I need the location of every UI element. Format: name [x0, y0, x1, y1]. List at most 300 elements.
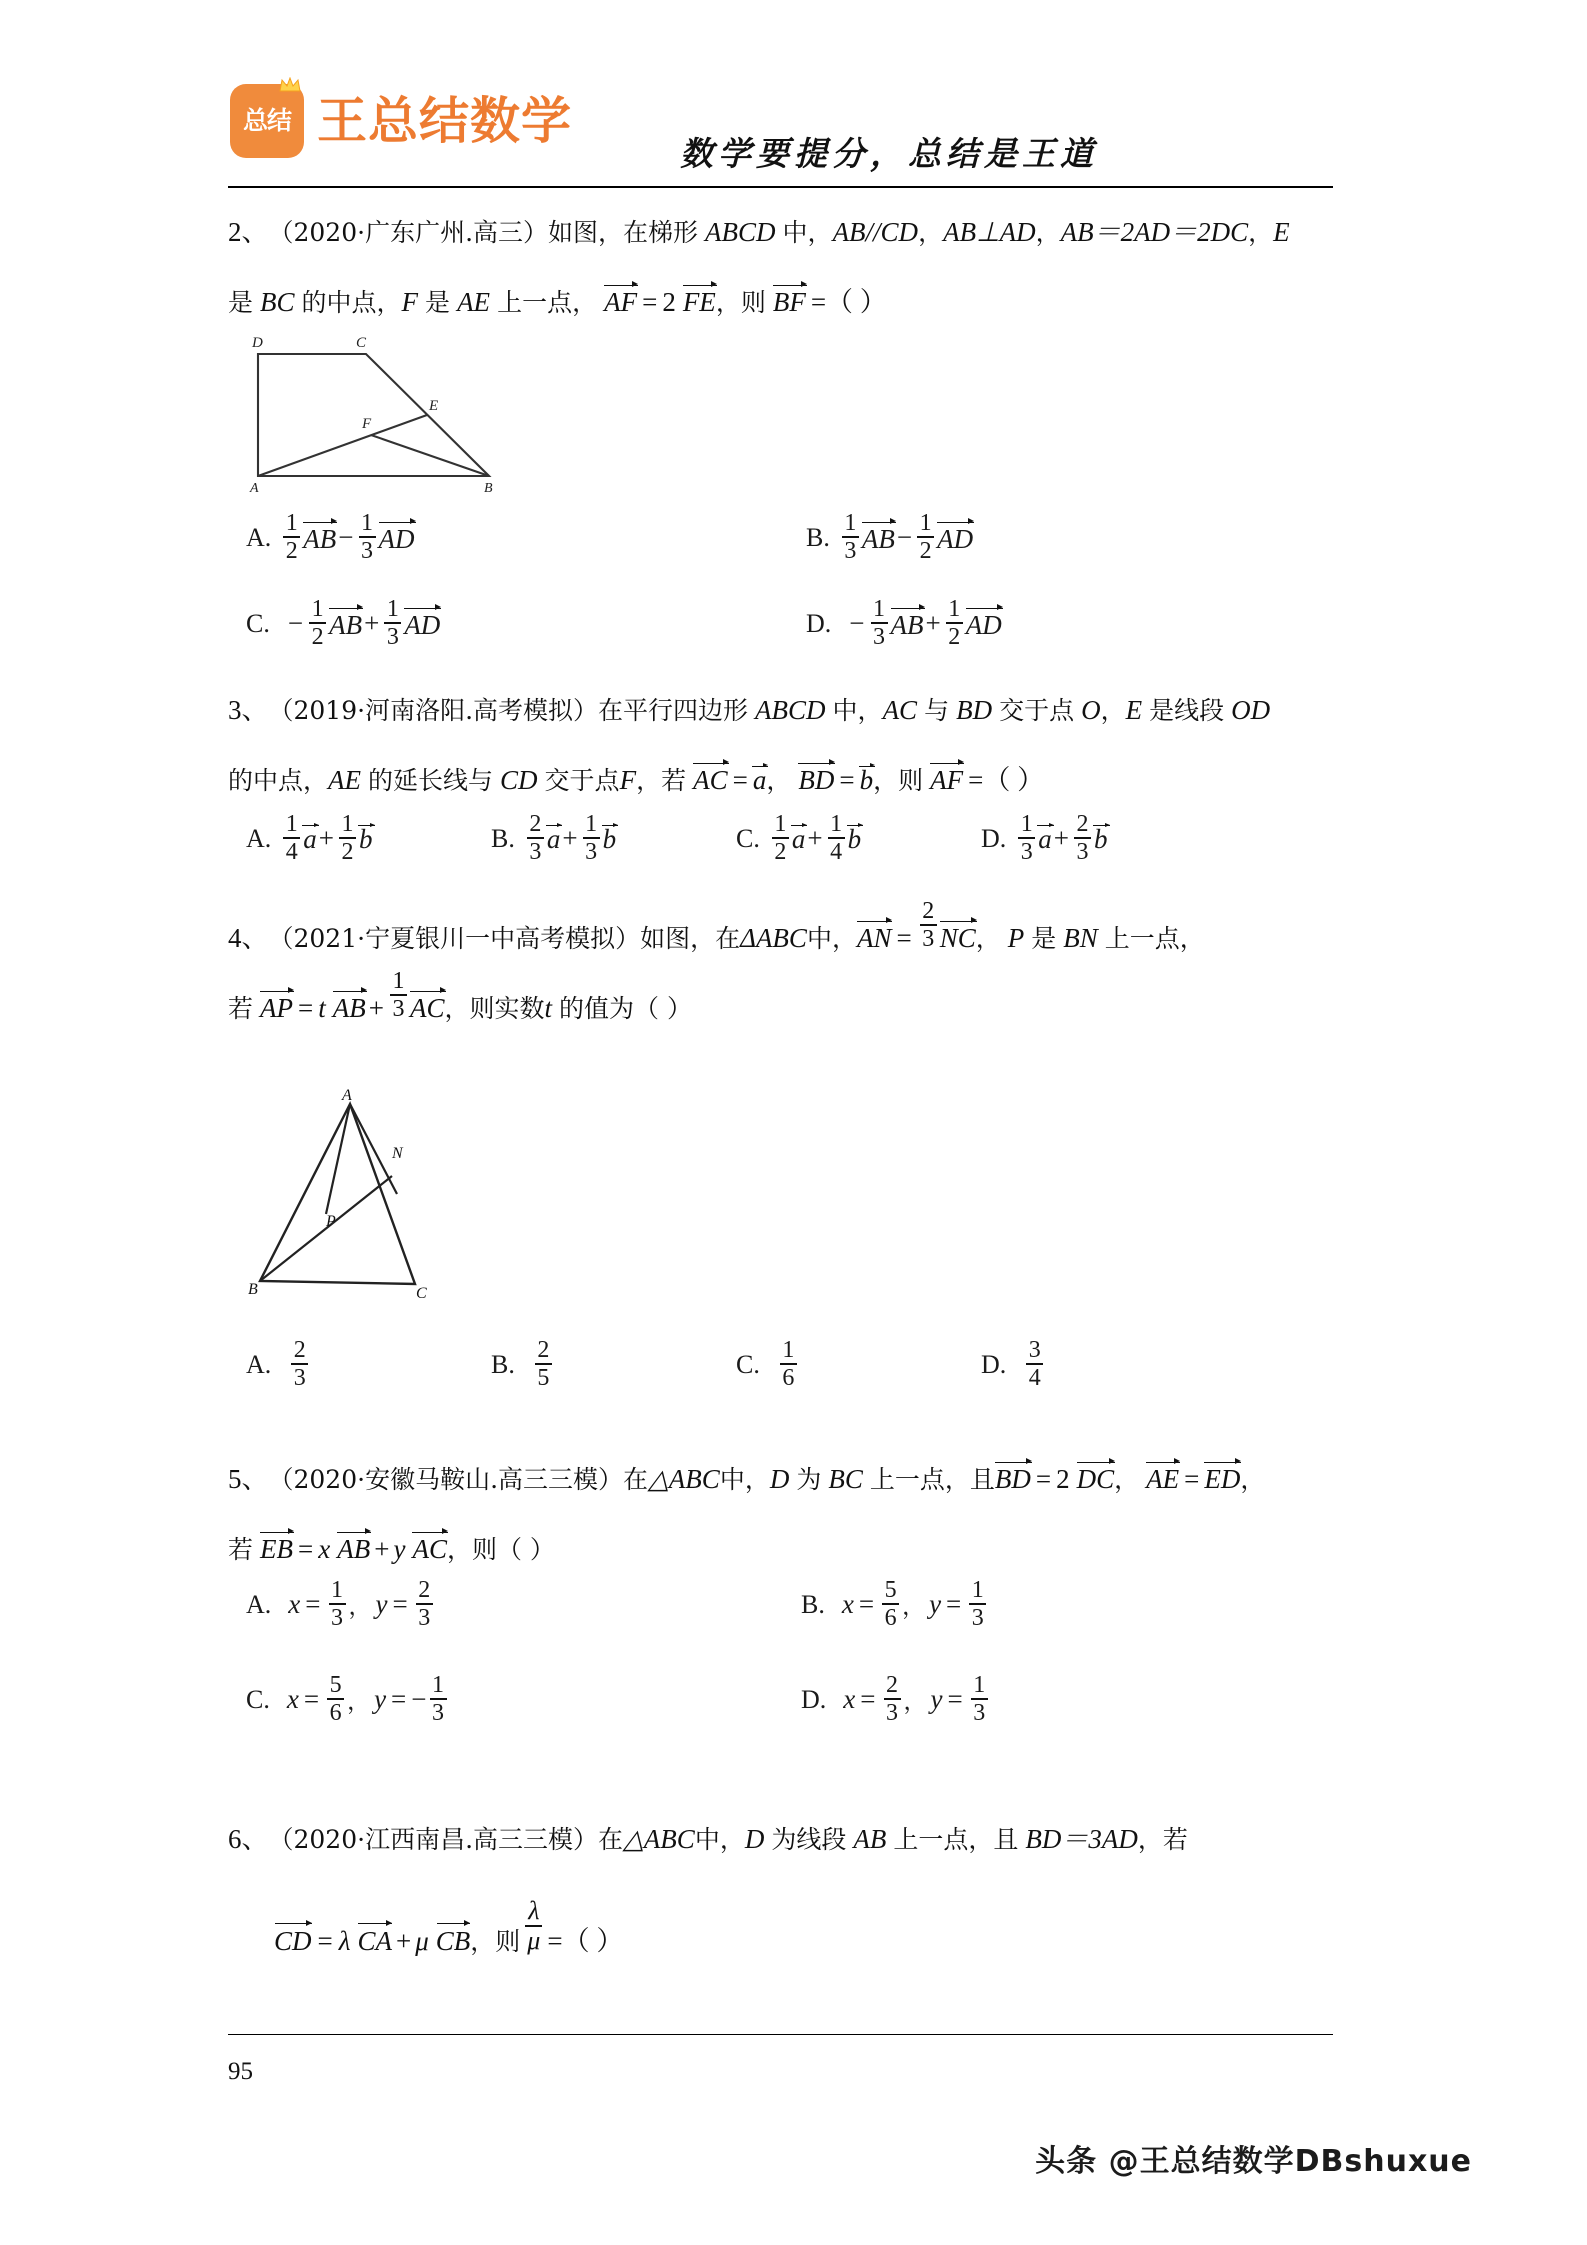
q5-vector-eb: EB [260, 1534, 294, 1564]
q4-vector-ac: AC [410, 993, 445, 1023]
q3-option-a-frac-2 [339, 812, 356, 864]
q3-option-d-label: D. [981, 823, 1007, 853]
q4-eq-frac [920, 899, 937, 951]
q3-option-d-frac-1 [1018, 812, 1035, 864]
q2-source: （2020·广东广州.高三） [268, 217, 549, 247]
q4-option-b-label: B. [491, 1349, 515, 1379]
q3-opt-d-d2: 3 [1076, 838, 1089, 865]
q3-option-b-frac-2 [583, 812, 600, 864]
q5-opt-c-xd: 6 [329, 1699, 342, 1726]
q5-opt-d-xn: 2 [886, 1672, 898, 1698]
q4-bn: BN [1063, 922, 1098, 953]
q3-option-b-vec-2: b [602, 824, 617, 855]
q5-vector-bd: BD [994, 1464, 1031, 1494]
q3-l1-f: 是线段 [1149, 695, 1225, 725]
q5-option-a-label: A. [246, 1589, 272, 1619]
q4-eq-rel: = [896, 922, 912, 953]
q5-vector-dc: DC [1076, 1464, 1115, 1494]
figure2-label-a: A [250, 481, 259, 495]
q6-l1-c: 为线段 [771, 1824, 847, 1854]
question-6 [228, 1811, 1358, 1955]
q4-source: （2021·宁夏银川一中高考模拟） [268, 923, 641, 953]
q5-opt-b-xd: 6 [884, 1604, 897, 1631]
q3-e: E [1125, 694, 1143, 725]
q2-option-c-label: C. [246, 608, 270, 638]
q3-option-d[interactable] [981, 813, 1108, 865]
q4-opt-c-den: 6 [782, 1364, 795, 1391]
header-divider [228, 186, 1333, 188]
q5-opt-c-xn: 5 [329, 1672, 342, 1698]
q3-opt-c-n1: 1 [774, 811, 787, 837]
trapezoid-diagram [236, 330, 506, 495]
q6-l1-e: ，若 [1137, 1824, 1188, 1854]
q5-option-c-label: C. [246, 1684, 270, 1714]
q3-source: （2019·河南洛阳.高考模拟） [268, 695, 599, 725]
q3-vector-b: b [859, 765, 874, 795]
question-2-line-2 [228, 274, 1348, 316]
q3-opt-a-n2: 1 [341, 811, 354, 837]
q5-opt-b-yd: 3 [971, 1604, 984, 1631]
q3-option-b-op: + [562, 823, 578, 854]
question-4 [228, 898, 1358, 1023]
q5-option-d-label: D. [801, 1684, 827, 1714]
q6-mu: μ [415, 1925, 429, 1956]
q2-option-c-frac-2 [384, 597, 401, 649]
q4-l1-b: 中， [806, 923, 857, 953]
q5-option-d[interactable]: D. x = $\frac{2}{3}$ ， y = $\frac{1}{3}$ [801, 1674, 991, 1726]
q3-l2-d: ，若 [636, 765, 687, 795]
q3-abcd: ABCD [755, 694, 826, 725]
q3-option-b[interactable] [491, 813, 736, 865]
q2-text-a: 如图，在梯形 [548, 217, 699, 247]
q4-l2-a: 若 [228, 993, 254, 1023]
question-5-options-row-1 [246, 1579, 1366, 1631]
q2-l2-ae: AE [457, 286, 491, 317]
q4-vector-ap: AP [260, 993, 294, 1023]
q2-option-c-sign: − [287, 608, 304, 639]
footer-divider [228, 2034, 1333, 2035]
q2-option-b-label: B. [806, 522, 830, 552]
q4-opt-a-num: 2 [293, 1337, 306, 1363]
q4-opt-d-den: 4 [1028, 1364, 1041, 1391]
q2-option-d-frac-2 [946, 597, 963, 649]
q2-opt-d-d2: 2 [948, 623, 961, 650]
triangle-diagram [240, 1086, 490, 1301]
q5-opt-b-xn: 5 [884, 1577, 897, 1603]
page-number: 95 [228, 2058, 253, 2085]
q2-opt-c-n2: 1 [386, 596, 399, 622]
q5-option-c[interactable]: C. x = $\frac{5}{6}$ ， y = − $\frac{1}{3}$ [246, 1674, 716, 1726]
q2-option-c-op: + [364, 608, 380, 639]
question-5-options-row-2 [246, 1674, 1366, 1726]
q5-opt-b-yn: 1 [971, 1577, 984, 1603]
q3-opt-c-d1: 2 [774, 838, 787, 865]
q4-opt-d-num: 3 [1028, 1337, 1041, 1363]
q4-opt-b-den: 5 [537, 1364, 550, 1391]
question-5 [228, 1451, 1358, 1563]
q4-option-d-frac [1026, 1338, 1043, 1390]
crown-icon [279, 77, 301, 93]
q5-option-b-label: B. [801, 1589, 825, 1619]
q4-opt-c-num: 1 [782, 1337, 795, 1363]
q2-option-d-vec-1: AB [890, 609, 924, 640]
q2-opt-b-d1: 3 [844, 537, 857, 564]
question-3-line-2: 的中点， AE 的延长线与 CD 交于点 F ，若 AC = a ， BD = b ，则 AF =（ ） [228, 764, 1045, 795]
q3-opt-d-n1: 1 [1020, 811, 1033, 837]
q2-cond-1: AB//CD [832, 216, 919, 247]
q2-option-a[interactable] [246, 512, 716, 564]
q2-option-a-op: − [338, 522, 354, 553]
q2-option-c-frac-1 [309, 597, 326, 649]
question-3 [228, 684, 1358, 794]
q6-triangle-abc: △ABC [623, 1823, 695, 1854]
q4-vector-nc: NC [939, 923, 976, 953]
q4-vector-an: AN [856, 923, 892, 953]
q5-l1-f: ， [1240, 1464, 1266, 1494]
q2-l2-bc: BC [260, 286, 295, 317]
q5-opt-d-yn: 1 [973, 1672, 986, 1698]
q3-opt-d-d1: 3 [1020, 838, 1033, 865]
q5-opt-a-xd: 3 [331, 1604, 343, 1631]
q3-option-c-label: C. [736, 823, 760, 853]
q3-l2-ae: AE [328, 764, 362, 795]
q3-l1-c: 与 [924, 695, 950, 725]
question-2-line-1: 2、 （2020·广东广州.高三） 如图，在梯形 ABCD 中， AB//CD ， AB⊥AD ， AB＝2AD＝2DC ， E [228, 216, 1290, 247]
q5-l1-a: 在 [623, 1464, 649, 1494]
watermark-credit: 头条 @王总结数学DBshuxue [1035, 2144, 1472, 2179]
q5-eq1-coef: 2 [1056, 1463, 1070, 1494]
q6-l2-then: ，则 [470, 1926, 521, 1956]
q2-vector-af: AF [604, 287, 638, 317]
q5-opt-a-yn: 2 [418, 1577, 431, 1603]
q4-option-a[interactable] [246, 1339, 491, 1391]
q5-eq2-rel: = [1184, 1463, 1200, 1494]
q4-l2-b: ，则实数 [444, 993, 545, 1023]
q3-opt-a-d1: 4 [285, 838, 298, 865]
q2-text-b: 中， [782, 217, 833, 247]
q2-cond-3: AB＝2AD＝2DC [1060, 216, 1249, 247]
figure2-label-e: E [429, 398, 439, 414]
q5-bc: BC [828, 1463, 863, 1494]
figure2-label-d: D [252, 335, 263, 351]
q2-option-d-vec-2: AD [965, 609, 1002, 640]
q5-l1-d: 上一点，且 [869, 1464, 995, 1494]
q2-opt-d-n1: 1 [873, 596, 886, 622]
q2-option-b-frac-1 [842, 511, 859, 563]
q5-option-c-ysign: − [411, 1684, 427, 1715]
q3-option-d-op: + [1053, 823, 1070, 854]
q3-l1-a: 在平行四边形 [598, 695, 749, 725]
q2-opt-d-n2: 1 [948, 596, 961, 622]
q3-option-d-frac-2 [1074, 812, 1091, 864]
question-3-line-1 [228, 684, 1358, 724]
q2-option-a-frac-1 [283, 511, 300, 563]
q5-option-a-y-frac [416, 1578, 433, 1630]
q3-l1-b: 中， [832, 695, 883, 725]
q6-lambda-mu-frac [525, 1898, 542, 1954]
q5-opt-d-xd: 3 [886, 1699, 898, 1726]
question-4-options [246, 1339, 1366, 1391]
q5-point-d: D [769, 1463, 790, 1494]
q3-option-c-vec-2: b [847, 824, 862, 855]
q2-ask-tail: =（ ） [810, 286, 887, 317]
q2-option-b-vec-1: AB [861, 523, 895, 554]
q6-source: （2020·江西南昌.高三三模） [268, 1824, 599, 1854]
q4-option-a-label: A. [246, 1349, 272, 1379]
q5-eq1-rel: = [1035, 1463, 1052, 1494]
q3-l2-f: F [619, 764, 637, 795]
q2-eq-rel: = [642, 286, 658, 317]
q5-option-a-x-frac [329, 1578, 346, 1630]
q4-l2-c: 的值为（ ） [559, 993, 692, 1023]
q4-option-b[interactable] [491, 1339, 736, 1391]
q3-opt-c-n2: 1 [830, 811, 843, 837]
q2-opt-d-d1: 3 [873, 623, 886, 650]
q2-option-c-vec-1: AB [329, 609, 363, 640]
q2-option-b-frac-2 [917, 511, 934, 563]
q3-l2-cd: CD [500, 764, 538, 795]
q5-l2-b: ，则（ ） [446, 1534, 555, 1564]
question-4-line-1 [228, 898, 1358, 953]
q5-option-b[interactable]: B. x = $\frac{5}{6}$ ， y = $\frac{1}{3}$ [801, 1579, 989, 1631]
q3-vector-af: AF [930, 765, 964, 795]
q3-option-a-frac-1 [283, 812, 300, 864]
q3-option-a-vec-1: a [303, 824, 317, 855]
q6-vector-cd: CD [274, 1919, 312, 1955]
q6-l1-d: 上一点，且 [893, 1824, 1019, 1854]
q4-point-p: P [1007, 922, 1025, 953]
q5-l2-eq: = [298, 1533, 314, 1564]
q3-option-c-frac-1 [772, 812, 789, 864]
q2-option-d-sign: − [849, 608, 865, 639]
figure4-label-c: C [416, 1285, 427, 1301]
q4-l1-e: 上一点， [1104, 923, 1205, 953]
q3-option-b-frac-1 [527, 812, 544, 864]
figure2-label-b: B [484, 481, 493, 495]
q2-l2-then: ，则 [715, 287, 766, 317]
q6-l2-tail: =（ ） [547, 1925, 624, 1956]
q6-number: 6、 [228, 1823, 269, 1854]
q3-vector-ac: AC [693, 765, 728, 795]
q2-point-e: E [1273, 216, 1290, 247]
q6-frac-num: λ [528, 1896, 540, 1926]
q3-option-a-label: A. [246, 823, 272, 853]
q2-option-d-frac-1 [871, 597, 888, 649]
question-2 [228, 206, 1348, 316]
question-4-line-2 [228, 968, 1358, 1023]
q5-option-d-x-frac [884, 1673, 901, 1725]
question-2-options-row-2 [246, 598, 1346, 650]
q3-vector-bd: BD [798, 765, 835, 795]
q6-vector-ca: CA [357, 1919, 392, 1955]
q2-number: 2、 [228, 216, 269, 247]
q3-option-c-op: + [807, 823, 823, 854]
q2-option-a-frac-2 [359, 511, 376, 563]
q3-l2-then: ，则 [873, 765, 924, 795]
q2-opt-a-n2: 1 [361, 510, 374, 536]
q5-option-a[interactable]: A. x = $\frac{1}{3}$ ， y = $\frac{2}{3}$ [246, 1579, 716, 1631]
q4-triangle-abc: ΔABC [740, 922, 807, 953]
q2-l2-a: 是 [228, 287, 254, 317]
figure2-label-f: F [362, 416, 372, 432]
q5-vector-ed: ED [1204, 1464, 1241, 1494]
q4-l2-num: 1 [392, 968, 405, 995]
q6-l2-eq: = [317, 1925, 333, 1956]
q2-opt-b-n1: 1 [844, 510, 857, 536]
q3-opt-a-d2: 2 [341, 838, 354, 865]
q3-l2-b: 的延长线与 [368, 765, 494, 795]
figure4-label-a: A [342, 1087, 352, 1104]
q4-l2-den: 3 [392, 996, 405, 1022]
q3-o: O [1081, 694, 1101, 725]
q6-l2-plus: + [395, 1925, 412, 1956]
q2-opt-c-d1: 2 [311, 623, 324, 650]
figure4-label-b: B [248, 1281, 258, 1298]
q3-option-d-vec-2: b [1094, 824, 1108, 855]
q5-opt-c-yn: 1 [432, 1672, 445, 1698]
q5-vector-ae: AE [1146, 1464, 1180, 1494]
q5-l2-x: x [318, 1533, 331, 1564]
q2-option-c[interactable] [246, 598, 716, 650]
q5-l1-c: 为 [796, 1464, 822, 1494]
q2-option-d-label: D. [806, 608, 832, 638]
q2-option-b-vec-2: AD [937, 523, 974, 554]
q6-point-d: D [744, 1823, 765, 1854]
q5-option-b-y-frac [969, 1578, 986, 1630]
q3-l2-c: 交于点 [544, 765, 620, 795]
q4-l2-t: t [318, 992, 326, 1023]
q2-vector-fe: FE [682, 287, 716, 317]
q4-option-d-label: D. [981, 1349, 1007, 1379]
q6-l1-b: 中， [694, 1824, 745, 1854]
q3-option-a-op: + [318, 823, 335, 854]
q2-option-a-vec-2: AD [378, 523, 415, 554]
question-2-options-row-1 [246, 512, 1346, 564]
q2-option-a-label: A. [246, 522, 272, 552]
q2-cond-2: AB⊥AD [943, 216, 1036, 247]
q4-eq-den: 3 [922, 926, 935, 952]
q4-l1-a: 如图，在 [640, 923, 741, 953]
q2-l2-c: 是 [425, 287, 451, 317]
q5-opt-d-yd: 3 [973, 1699, 986, 1726]
q4-l2-tv: t [544, 992, 553, 1023]
q5-option-c-y-frac [430, 1673, 447, 1725]
q5-option-c-x-frac [327, 1673, 344, 1725]
q2-option-a-vec-1: AB [303, 523, 337, 554]
q3-bd: BD [956, 694, 993, 725]
q6-frac-den: μ [527, 1926, 541, 1955]
q4-eq-num: 2 [922, 898, 935, 925]
q3-opt-d-n2: 2 [1076, 811, 1089, 837]
q3-option-c[interactable] [736, 813, 981, 865]
question-6-line-2 [274, 1895, 1358, 1955]
q5-l2-y: y [393, 1533, 406, 1564]
q3-option-c-frac-2 [828, 812, 845, 864]
q3-l2-a: 的中点， [228, 765, 329, 795]
q2-option-b-op: − [896, 522, 913, 553]
q2-l2-b: 的中点， [301, 287, 402, 317]
q3-opt-c-d2: 4 [830, 838, 843, 865]
q4-l1-c: ， [975, 923, 1001, 953]
q5-vector-ac: AC [412, 1534, 447, 1564]
q5-l1-b: 中， [719, 1464, 770, 1494]
q5-l2-plus: + [374, 1533, 390, 1564]
q5-option-b-x-frac [882, 1578, 899, 1630]
q6-vector-cb: CB [436, 1919, 471, 1955]
q2-l2-f: F [401, 286, 419, 317]
q5-option-d-y-frac [971, 1673, 988, 1725]
q4-option-a-frac [291, 1338, 308, 1390]
question-6-line-1 [228, 1811, 1358, 1853]
q2-option-b[interactable] [806, 512, 973, 564]
q5-l2-a: 若 [228, 1534, 254, 1564]
q3-option-b-label: B. [491, 823, 515, 853]
q2-eq-coef: 2 [662, 286, 676, 317]
q3-number: 3、 [228, 694, 269, 725]
q4-opt-b-num: 2 [537, 1337, 550, 1363]
q2-opt-c-n1: 1 [311, 596, 324, 622]
q3-option-a[interactable] [246, 813, 491, 865]
q4-option-d[interactable] [981, 1339, 1046, 1391]
q5-source: （2020·安徽马鞍山.高三三模） [268, 1464, 624, 1494]
q3-opt-b-n2: 1 [585, 811, 598, 837]
q2-option-c-vec-2: AD [404, 609, 441, 640]
q3-opt-b-d2: 3 [585, 838, 598, 865]
figure2-label-c: C [356, 335, 367, 351]
q2-opt-a-d1: 2 [285, 537, 298, 564]
q5-triangle-abc: △ABC [648, 1463, 720, 1494]
q4-l2-eq: = [298, 992, 314, 1023]
q4-l2-frac [390, 969, 407, 1021]
q3-ac: AC [882, 694, 918, 725]
q3-opt-a-n1: 1 [285, 811, 298, 837]
page-header [0, 0, 1587, 195]
q5-opt-a-yd: 3 [418, 1604, 431, 1631]
figure4-label-n: N [392, 1145, 403, 1162]
header-tagline: 数学要提分，总结是王道 [680, 134, 1098, 173]
q3-l1-e: ， [1100, 695, 1126, 725]
brand-logo [230, 84, 572, 158]
q5-vector-ab: AB [337, 1534, 371, 1564]
q3-option-d-vec-1: a [1038, 824, 1052, 855]
q3-option-a-vec-2: b [359, 824, 373, 855]
q3-l1-d: 交于点 [999, 695, 1075, 725]
q4-opt-a-den: 3 [293, 1364, 306, 1391]
q3-vector-a: a [752, 765, 767, 795]
logo-badge-icon [230, 84, 304, 158]
logo-wordmark: 王总结数学 [317, 92, 572, 150]
q3-opt-b-n1: 2 [529, 811, 542, 837]
question-5-line-1 [228, 1451, 1358, 1493]
q2-opt-a-n1: 1 [285, 510, 298, 536]
q2-option-d-op: + [925, 608, 941, 639]
q2-l2-d: 上一点， [497, 287, 598, 317]
question-2-figure [236, 330, 506, 495]
q4-l1-d: 是 [1031, 923, 1057, 953]
q3-opt-b-d1: 3 [529, 838, 542, 865]
q2-opt-b-d2: 2 [919, 537, 932, 564]
q6-cond: BD＝3AD [1025, 1823, 1138, 1854]
logo-badge-text: 总结 [242, 106, 291, 135]
q2-opt-a-d2: 3 [361, 537, 374, 564]
q2-abcd: ABCD [705, 216, 776, 247]
q5-opt-c-yd: 3 [432, 1699, 445, 1726]
q2-option-d[interactable] [806, 598, 1002, 650]
q5-l1-e: ， [1114, 1464, 1140, 1494]
q5-opt-a-xn: 1 [331, 1577, 343, 1603]
q4-option-c[interactable] [736, 1339, 981, 1391]
q4-option-c-frac [780, 1338, 797, 1390]
